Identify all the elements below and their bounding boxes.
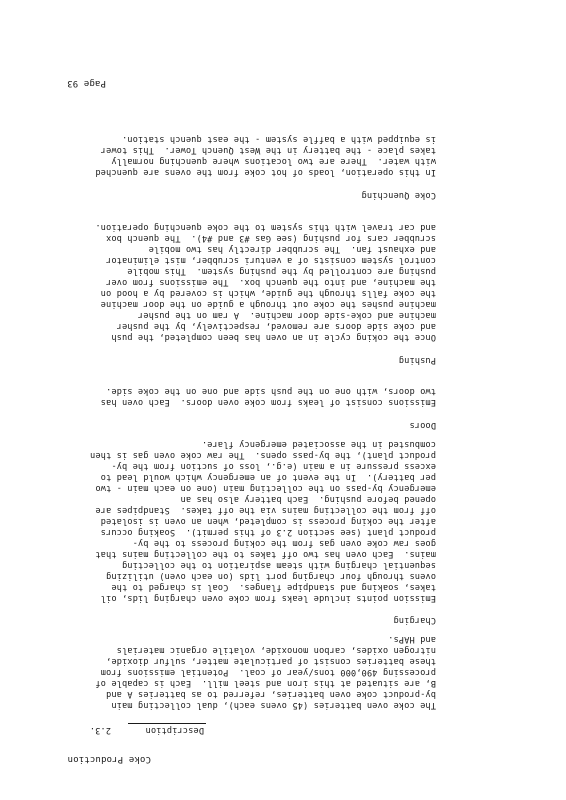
paragraph-line: The coke oven batteries (45 ovens each), dual collecting main <box>111 700 436 710</box>
paragraph-line: scrubber cars for pushing (see Gas #3 and #4). The quench box <box>105 233 436 243</box>
paragraph-line: sequential charging with steam aspiration to the collecting <box>121 560 436 570</box>
section-title-underline <box>128 723 206 724</box>
paragraph-line: In this operation, loads of hot coke from the ovens are quenched <box>95 167 436 177</box>
section-title: Description <box>145 725 204 735</box>
paragraph-line: and HAPs. <box>388 634 436 644</box>
subsection-heading: Charging <box>393 615 436 625</box>
paragraph-line: the coke falls through the guide, which is covered by a hood on <box>100 288 436 298</box>
paragraph-line: emergency by-pass on the collecting main (one on each main - two <box>95 483 436 493</box>
paragraph-line: nitrogen oxides, carbon monoxide, volatile organic materials <box>116 645 436 655</box>
paragraph-line: control system consists of a venturi scrubber, mist eliminator <box>105 255 436 265</box>
paragraph-line: excess pressure in a main (e.g., loss of suction from the by- <box>111 461 436 471</box>
subsection-heading: Pushing <box>398 355 436 365</box>
paragraph-line: takes, soaking and standpipe flanges. Coal is charged to the <box>111 582 436 592</box>
paragraph-line: B, are situated at this iron and steel mill. Each is capable of <box>95 678 436 688</box>
paragraph-line: after the coking process is completed, when an oven is isolated <box>100 516 436 526</box>
paragraph-line: machine pushes the coke out through a guide on the door machine <box>100 299 436 309</box>
paragraph-line: and exhaust fan. The scrubber directly has two mobile <box>148 244 436 254</box>
paragraph-line: Emissions consist of leaks from coke oven doors. Each oven has <box>100 397 436 407</box>
paragraph-line: combusted in the associated emergency flare. <box>201 439 436 449</box>
paragraph-line: and car travel with this system to the coke quenching operation. <box>95 222 436 232</box>
paragraph-line: off from the collecting mains via the off takes. Standpipes are <box>95 505 436 515</box>
page-heading: Coke Production <box>67 754 151 764</box>
subsection-heading: Coke Quenching <box>361 190 436 200</box>
paragraph-line: product plant (see section 2.3 of this permit). Soaking occurs <box>100 527 436 537</box>
paragraph-line: opened before pushing. Each battery also has an <box>180 494 436 504</box>
page-number: Page 93 <box>67 78 106 88</box>
paragraph-line: these batteries consist of particulate matter, sulfur dioxide, <box>105 656 436 666</box>
subsection-heading: Doors <box>409 420 436 430</box>
paragraph-line: processing 490,000 tons/year of coal. Potential emissions from <box>100 667 436 677</box>
paragraph-line: goes raw coke oven gas from the coking process to the by- <box>132 538 436 548</box>
section-number: 2.3. <box>89 725 111 735</box>
paragraph-line: takes place - the battery in the West Quench Tower. This tower <box>100 145 436 155</box>
paragraph-line: by-product coke oven batteries, referred to as batteries A and <box>105 689 436 699</box>
paragraph-line: mains. Each oven has two off takes to the collecting mains that <box>95 549 436 559</box>
paragraph-line: is equipped with a baffle system - the east quench station. <box>121 134 436 144</box>
paragraph-line: with water. There are two locations where quenching normally <box>111 156 436 166</box>
paragraph-line: machine and coke-side door machine. A ram on the pusher <box>137 310 436 320</box>
paragraph-line: Emission points include leaks from coke oven charging lids, oil <box>100 593 436 603</box>
paragraph-line: per battery). In the event of an emergency which would lead to <box>100 472 436 482</box>
paragraph-line: pushing are controlled by the pushing system. This mobile <box>127 266 436 276</box>
paragraph-line: product plant), the by-pass opens. The raw coke oven gas is then <box>89 450 436 460</box>
paragraph-line: and coke side doors are removed, respectively, by the pusher <box>116 321 436 331</box>
paragraph-line: the machine, and into the quench box. The emissions from over <box>105 277 436 287</box>
paragraph-line: ovens through four charging port lids (on each oven) utilizing <box>105 571 436 581</box>
paragraph-line: Once the coking cycle in an oven has been completed, the push <box>111 332 436 342</box>
paragraph-line: two doors, with one on the push side and one on the coke side. <box>105 386 436 396</box>
